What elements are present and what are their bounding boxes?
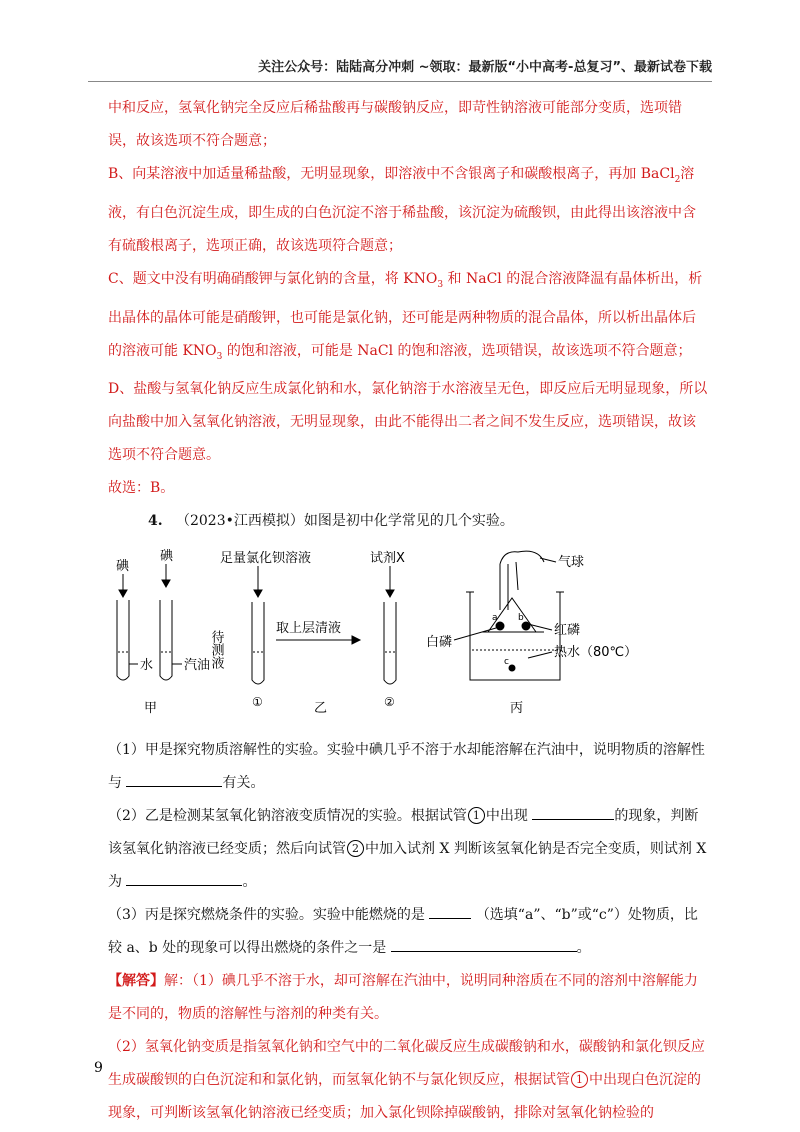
svg-text:乙: 乙 bbox=[314, 701, 328, 717]
page-number: 9 bbox=[94, 1060, 103, 1076]
page-header: 关注公众号：陆陆高分冲刺 ~领取：最新版“小中高考-总复习”、最新试卷下载 bbox=[88, 56, 712, 82]
para-choice: 故选：B。 bbox=[108, 480, 175, 497]
tube-water bbox=[117, 600, 129, 680]
question-1: （1）甲是探究物质溶解性的实验。实验中碘几乎不溶于水却能溶解在汽油中，说明物质的溶解性与 有关。 bbox=[108, 742, 705, 792]
blank-1[interactable] bbox=[126, 771, 222, 787]
svg-text:②: ② bbox=[384, 695, 395, 710]
label-iodine-2: 碘 bbox=[160, 549, 174, 565]
svg-text:b: b bbox=[518, 613, 524, 624]
blank-2[interactable] bbox=[532, 804, 614, 820]
answer-2: （2）氢氧化钠变质是指氢氧化钠和空气中的二氧化碳反应生成碳酸钠和水，碳酸钠和氯化钡反应生成碳酸钡的白色沉淀和和氯化钠，而氢氧化钠不与氯化钡反应，根据试管 1 中出现白色沉淀的现象，可判断该氢氧化钠溶液已经变质；加入氯化钡除掉碳酸钠，排除对氢氧化钠检验的 bbox=[108, 1039, 705, 1122]
svg-text:汽油: 汽油 bbox=[184, 658, 211, 674]
question-3: （3）丙是探究燃烧条件的实验。实验中能燃烧的是 （选填“a”、“b”或“c”）处物质，比较 a、b 处的现象可以得出燃烧的条件之一是 。 bbox=[108, 899, 708, 965]
label-iodine-1: 碘 bbox=[116, 559, 130, 575]
svg-text:c: c bbox=[504, 657, 509, 668]
para-option-d: D、盐酸与氢氧化钠反应生成氯化钠和水，氯化钠溶于水溶液呈无色，即反应后无明显现象，所以向盐酸中加入氢氧化钠溶液，无明显现象，由此不能得出二者之间不发生反应，选项错误，故该选项不符合题意。 bbox=[108, 381, 708, 464]
svg-text:①: ① bbox=[252, 695, 263, 710]
question-2: （2）乙是检测某氢氧化钠溶液变质情况的实验。根据试管 1 中出现 的现象，判断该氢氧化钠溶液已经变质；然后向试管 2 中加入试剂 X 判断该氢氧化钠是否完全变质，则试剂 X 为 。 bbox=[108, 800, 708, 899]
svg-text:取上层清液: 取上层清液 bbox=[276, 621, 342, 637]
svg-text:热水（80℃）: 热水（80℃） bbox=[554, 645, 638, 661]
blank-5[interactable] bbox=[391, 936, 577, 952]
svg-text:待测液: 待测液 bbox=[208, 630, 224, 670]
svg-text:甲: 甲 bbox=[144, 701, 158, 717]
experiment-figure bbox=[108, 540, 708, 730]
para-option-c: C、题文中没有明确硝酸钾与氯化钠的含量，将 $KNO_3$ 和 NaCl 的混合溶液降温有晶体析出，析出晶体的晶体可能是硝酸钾，也可能是氯化钠，还可能是两种物质的混合晶体，所以析出晶体后的溶液可能 $KNO_3$ 的饱和溶液，可能是 NaCl 的饱和溶液，选项错误，故该选项不符合题意； bbox=[108, 270, 703, 362]
para-option-b: B、向某溶液中加适量稀盐酸，无明显现象，即溶液中不含银离子和碳酸根离子，再加 BaCl$_2$溶液，有白色沉淀生成，即生成的白色沉淀不溶于稀盐酸，该沉淀为硫酸钡，由此得出该溶液中含有硫酸根离子，选项正确，故该选项符合题意； bbox=[108, 166, 696, 254]
question-intro: 4. （2023•江西模拟）如图是初中化学常见的几个实验。 bbox=[148, 513, 514, 530]
tube-gasoline bbox=[160, 600, 172, 680]
blank-4[interactable] bbox=[429, 903, 471, 919]
svg-text:水: 水 bbox=[140, 658, 154, 674]
svg-text:足量氯化钡溶液: 足量氯化钡溶液 bbox=[220, 551, 312, 567]
svg-text:红磷: 红磷 bbox=[554, 623, 581, 639]
svg-text:白磷: 白磷 bbox=[426, 635, 453, 651]
svg-text:试剂X: 试剂X bbox=[370, 551, 405, 567]
svg-text:丙: 丙 bbox=[510, 701, 524, 717]
svg-text:气球: 气球 bbox=[558, 555, 585, 571]
para-1: 中和反应，氢氧化钠完全反应后稀盐酸再与碳酸钠反应，即苛性钠溶液可能部分变质，选项错误，故该选项不符合题意； bbox=[108, 100, 682, 149]
blank-3[interactable] bbox=[126, 870, 242, 886]
answer-1: 【解答】解：（1）碘几乎不溶于水，却可溶解在汽油中，说明同种溶质在不同的溶剂中溶解能力是不同的，物质的溶解性与溶剂的种类有关。 bbox=[108, 973, 698, 1023]
page-content bbox=[108, 92, 708, 1130]
svg-text:a: a bbox=[492, 613, 498, 624]
